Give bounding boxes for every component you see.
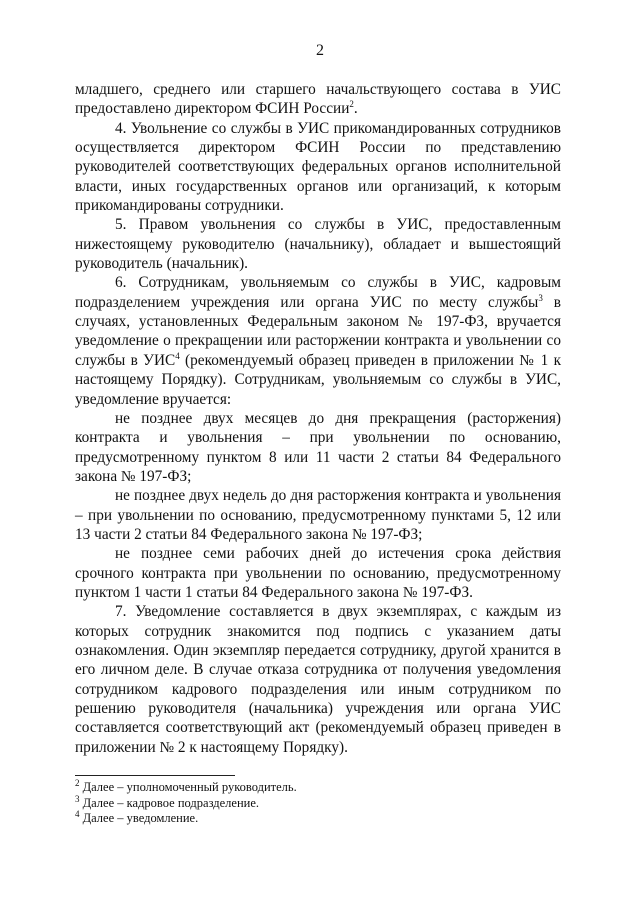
footnote-3: $^3$ Далее – кадровое подразделение. [75,793,260,810]
paragraph-4: 4. Увольнение со службы в УИС прикомандированных сотрудников осуществляется директором ФСИН России по представлению руководителей соответствующих федеральных органов исполнительной власти, иных государственных органов или организаций, к которым прикомандированы сотрудники. [75,119,561,215]
list-item-two-weeks: не позднее двух недель до дня расторжения контракта и увольнения – при увольнении по основанию, предусмотренному пунктами 5, 12 или 13 части 2 статьи 84 Федерального закона № 197-ФЗ; [75,487,561,543]
footnote-ref-4: 4 [175,350,180,361]
footnotes [75,777,561,827]
list-item-seven-days: не позднее семи рабочих дней до истечения срока действия срочного контракта при увольнении по основанию, предусмотренному пунктом 1 части 1 статьи 84 Федерального закона № 197-ФЗ. [75,545,561,601]
footnote-2: $^2$ Далее – уполномоченный руководитель. [75,777,297,794]
footnote-ref-2: 2 [349,99,354,110]
paragraph-7: 7. Уведомление составляется в двух экземплярах, с каждым из которых сотрудник знакомится под подпись с указанием даты ознакомления. Один экземпляр передается сотруднику, другой хранится в его личном деле. В случае отказа сотрудника от получения уведомления сотрудником кадрового подразделения или иным сотрудником по решению руководителя (начальника) учреждения или органа УИС составляется соответствующий акт (рекомендуемый образец приведен в приложении № 2 к настоящему Порядку). [75,603,561,756]
footnote-ref-3: 3 [538,292,543,303]
page-number: 2 [316,42,324,59]
paragraph-6: 6. Сотрудникам, увольняемым со службы в УИС, кадровым подразделением учреждения или органа УИС по месту службы$^3$ в случаях, установленных Федеральным законом № 197-ФЗ, вручается уведомление о прекращении или расторжении контракта и увольнении со службы в УИС$^4$ (рекомендуемый образец приведен в приложении № 1 к настоящему Порядку). Сотрудникам, увольняемым со службы в УИС, уведомление вручается: [75,274,561,408]
list-item-two-months: не позднее двух месяцев до дня прекращения (расторжения) контракта и увольнения – при увольнении по основанию, предусмотренному пунктом 8 или 11 части 2 статьи 84 Федерального закона № 197-ФЗ; [75,409,561,485]
paragraph-5: 5. Правом увольнения со службы в УИС, предоставленным нижестоящему руководителю (начальнику), обладает и вышестоящий руководитель (начальник). [75,216,561,273]
footnote-separator [75,775,235,776]
document-body [75,80,561,757]
footnote-4: $^4$ Далее – уведомление. [75,808,199,825]
paragraph-1: младшего, среднего или старшего начальствующего состава в УИС предоставлено директором ФСИН России$^2$. [75,81,561,118]
